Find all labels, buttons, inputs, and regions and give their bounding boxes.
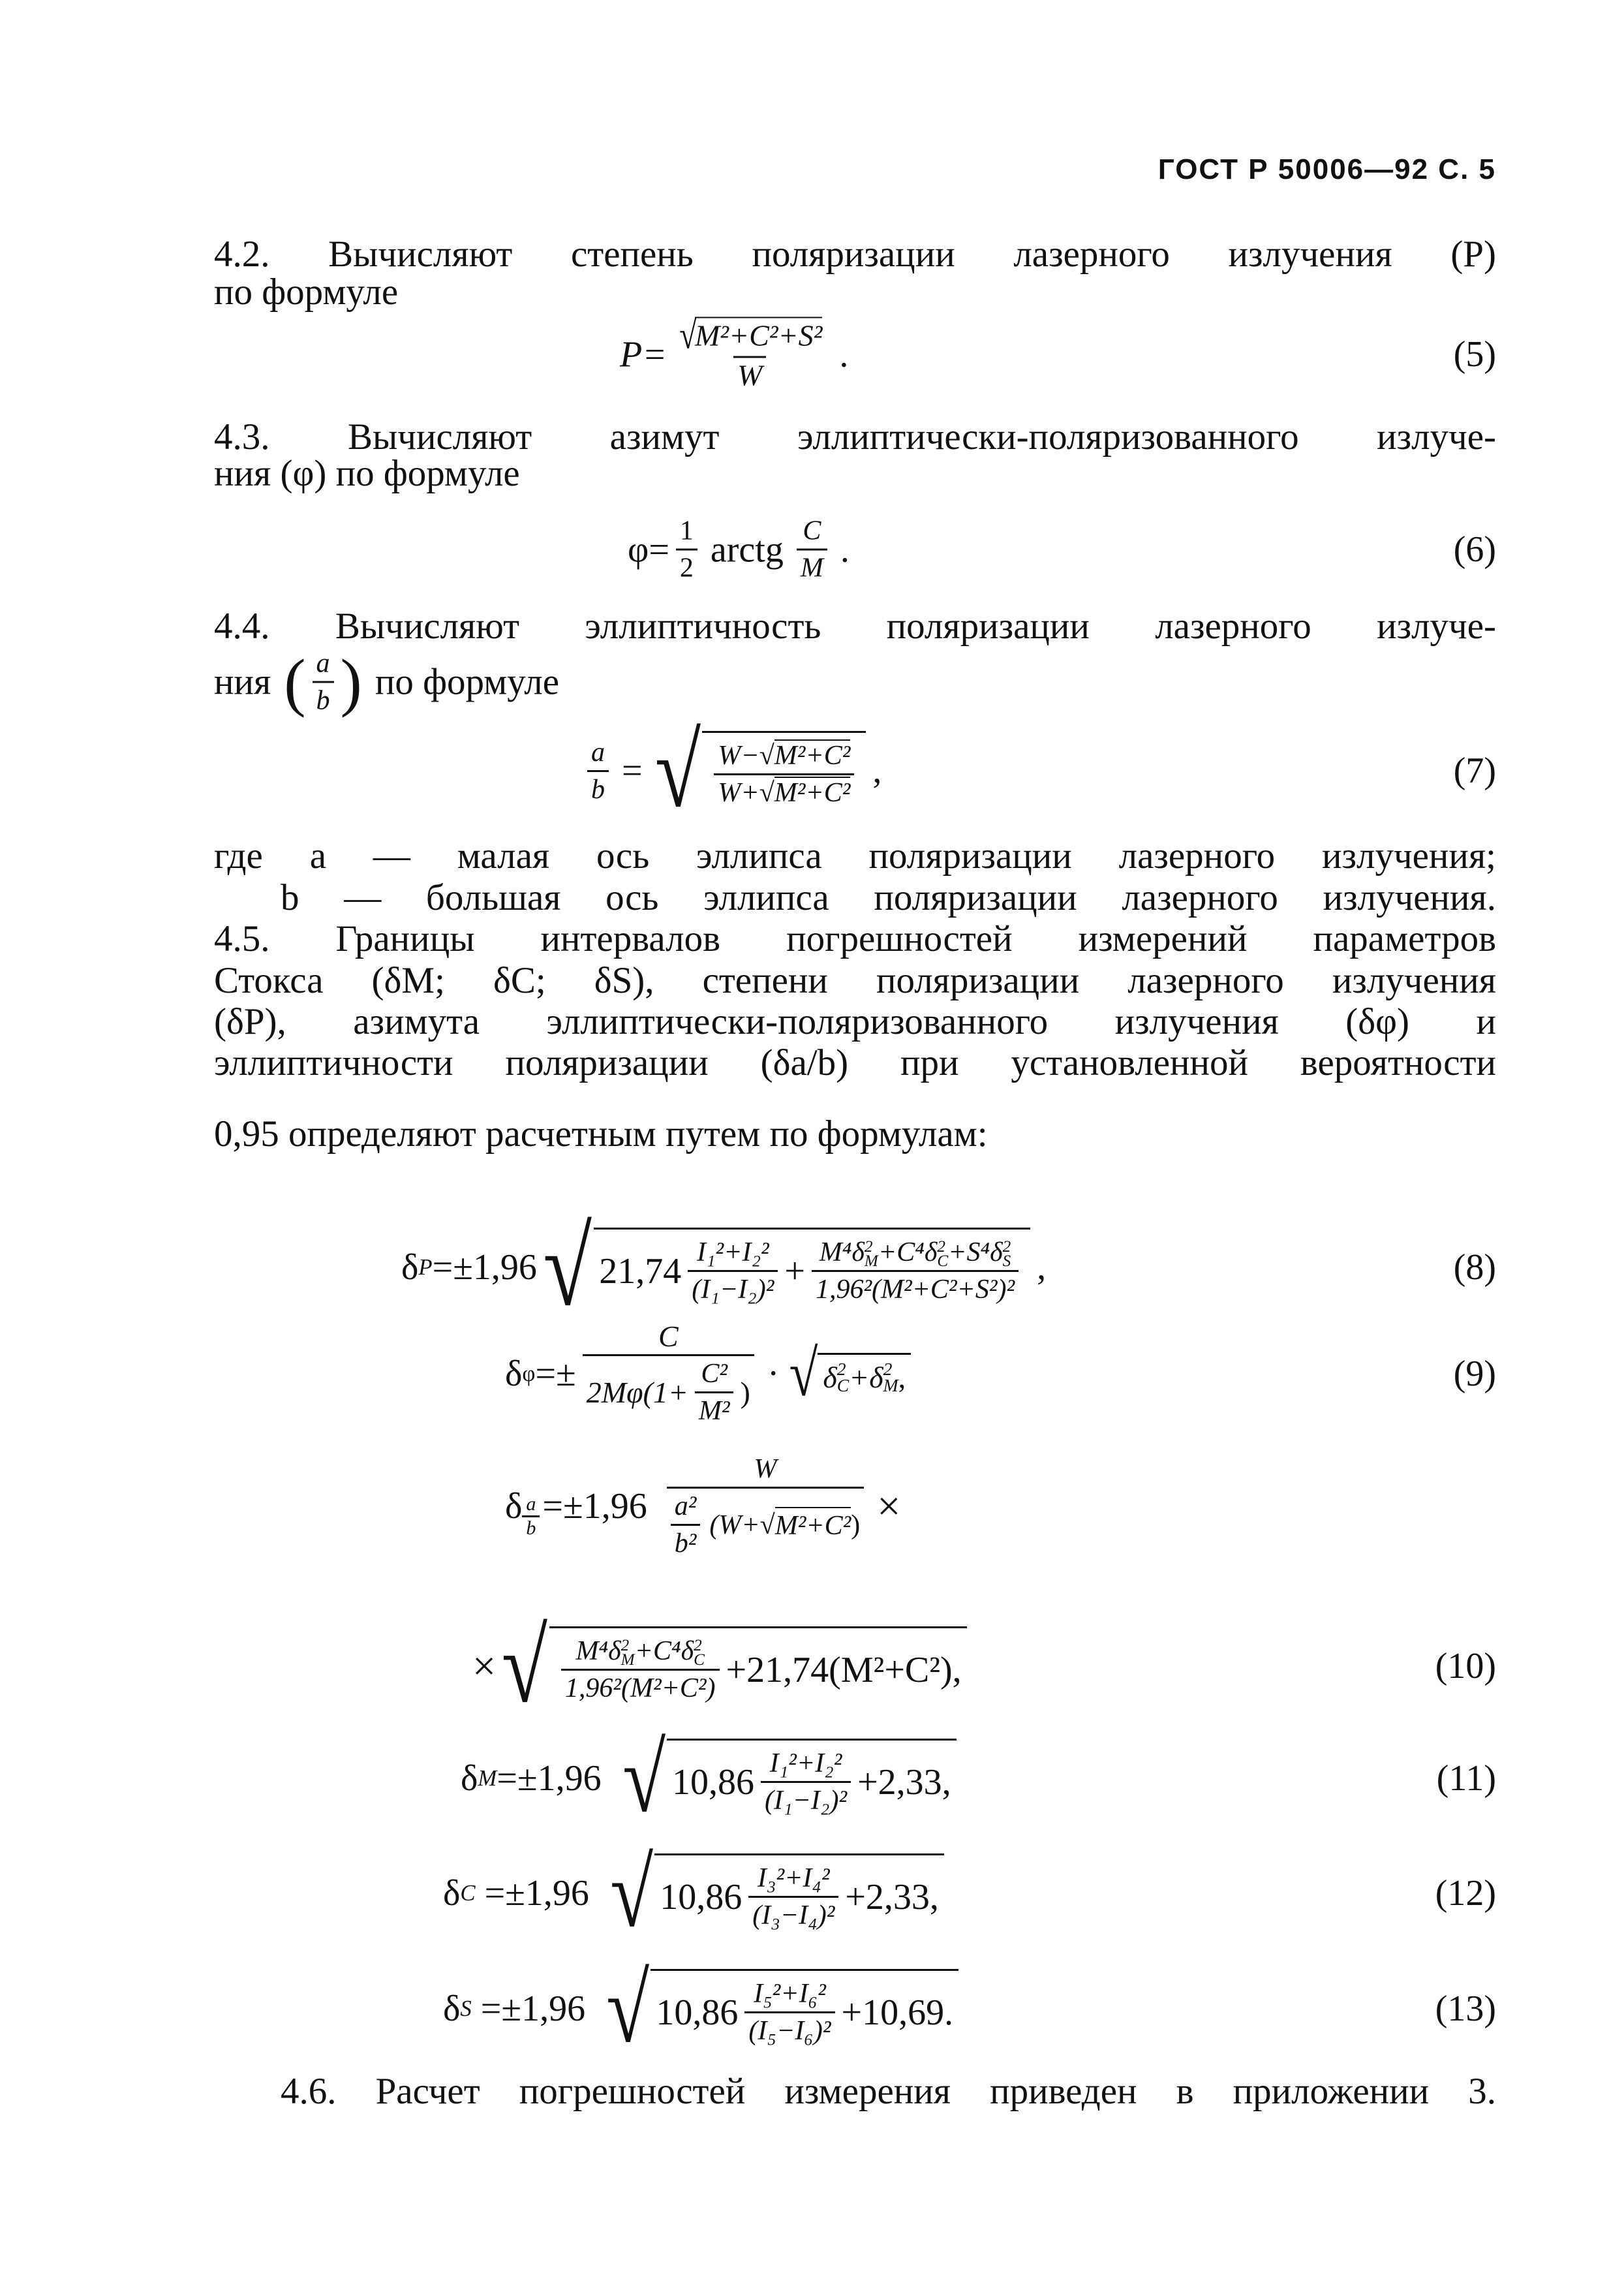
equation-number-12: (12) xyxy=(1435,1873,1496,1913)
numerator: I₁²+I₂² xyxy=(769,1748,842,1778)
square-root: √ $\frac{\text{W−√M²+C²}}{\text{W+√M²+C²}}$ xyxy=(649,719,866,823)
punct: , xyxy=(872,751,882,791)
punct: . xyxy=(840,529,850,570)
denominator-part: W+ xyxy=(718,778,759,808)
sup: 2 xyxy=(1002,1237,1011,1256)
para-4-2-line2: по формуле xyxy=(214,271,399,313)
rest-term: +2,33, xyxy=(857,1761,951,1803)
denominator: (I₃−I₄)² xyxy=(748,1896,838,1933)
paren: ) xyxy=(740,1375,750,1409)
para-4-6: 4.6. Расчет погрешностей измерения приведен в приложении 3. xyxy=(281,2071,1496,2112)
fraction xyxy=(671,1489,701,1561)
numerator: 1 xyxy=(679,516,694,546)
sup: 2 xyxy=(937,1237,945,1256)
numerator: M²+C²+S² xyxy=(695,317,822,354)
where-line1: где a — малая ось эллипса поляризации лазерного излучения; xyxy=(214,835,1496,876)
fraction xyxy=(695,1356,734,1429)
subscript: φ xyxy=(522,1361,536,1386)
dot: · xyxy=(767,1354,780,1394)
fraction xyxy=(583,1319,754,1429)
denominator: (I₅−I₆)² xyxy=(744,2011,835,2049)
sub: M xyxy=(883,1374,898,1395)
subscript: S xyxy=(460,1996,472,2021)
times: × xyxy=(877,1483,901,1529)
fraction: $\frac{\text{W−√M²+C²}}{\text{W+√M²+C²}}$ xyxy=(714,738,854,811)
fraction: W $\frac{\text{a²}}{\text{b²}}$ (W+ √ M²+C² ) xyxy=(667,1451,865,1561)
sub: M xyxy=(864,1252,878,1271)
numerator: a xyxy=(316,648,330,679)
equals-coefficient: =±1,96 xyxy=(542,1486,647,1526)
equals-coefficient: =±1,96 xyxy=(432,1247,537,1288)
equation-number-5: (5) xyxy=(1453,334,1496,375)
equals-coefficient: =±1,96 xyxy=(484,1873,589,1913)
numerator: a xyxy=(526,1493,536,1515)
numerator: I₅²+I₆² xyxy=(754,1979,826,2009)
term: +S⁴δ xyxy=(948,1237,1003,1267)
text: ния xyxy=(214,661,271,702)
numerator: a² xyxy=(674,1491,697,1521)
term: δ xyxy=(823,1361,837,1394)
denominator: 1,96²(M²+C²) xyxy=(561,1669,720,1706)
term: M⁴δ xyxy=(819,1237,865,1267)
para-4-5-line2: Стокса (δM; δC; δS), степени поляризации лазерного излучения xyxy=(214,960,1496,1001)
equals: =± xyxy=(535,1354,576,1394)
square-root: √ M⁴δ 2 M +C⁴δ 2 C 1,96²(M²+C²) +21,74(M²+C²), xyxy=(496,1614,967,1718)
denominator: 2 xyxy=(676,549,697,586)
sup: 2 xyxy=(864,1237,873,1256)
delta: δ xyxy=(505,1354,523,1394)
square-root: √ 10,86 $\frac{\text{I₃²+I₄²}}{\text{(I₃−I₄)²}}$ +2,33, xyxy=(605,1844,944,1942)
plus: + xyxy=(784,1250,805,1292)
fraction xyxy=(587,735,609,807)
formula-lhs: P= xyxy=(620,334,667,375)
denominator: 1,96²(M²+C²+S²)² xyxy=(812,1270,1019,1307)
subscript: C xyxy=(460,1880,476,1906)
page-header: ГОСТ Р 50006—92 С. 5 xyxy=(1157,153,1496,185)
term: +C⁴δ xyxy=(878,1237,938,1267)
formula-10-line1 xyxy=(505,1451,907,1561)
fraction xyxy=(797,514,827,586)
denominator-part: (W+ xyxy=(709,1510,760,1540)
numerator: C xyxy=(658,1320,679,1353)
formula-11 xyxy=(461,1724,957,1833)
numerator: I₃²+I₄² xyxy=(757,1863,830,1893)
numerator: C² xyxy=(701,1359,728,1389)
coefficient: 10,86 xyxy=(656,1992,739,2033)
denominator: b² xyxy=(671,1524,701,1561)
formula-9 xyxy=(505,1319,911,1429)
equation-number-13: (13) xyxy=(1435,1989,1496,2029)
formula-6 xyxy=(628,514,856,586)
denominator: (I₁−I₂)² xyxy=(761,1781,851,1818)
square-root: √ 10,86 $\frac{\text{I₅²+I₆²}}{\text{(I₅−I₆)²}}$ +10,69. xyxy=(601,1960,958,2058)
text: по формуле xyxy=(375,661,559,702)
square-root: √ 21,74 $\frac{\text{I₁²+I₂²}}{\text{(I₁−I₂)²}}$ + M⁴δ 2 M +C⁴δ 2 C +S⁴δ 2 S 1,96²(M²+C²+S²)² xyxy=(537,1212,1030,1323)
delta: δ xyxy=(401,1247,419,1288)
para-4-5-line4: эллиптичности поляризации (δa/b) при установленной вероятности xyxy=(214,1042,1496,1083)
coefficient: 10,86 xyxy=(660,1876,743,1917)
fraction xyxy=(761,1746,851,1818)
paren: ) xyxy=(851,1510,861,1540)
equation-number-10: (10) xyxy=(1435,1646,1496,1686)
formula-13 xyxy=(443,1955,958,2063)
formula-8 xyxy=(401,1206,1052,1329)
sub: C xyxy=(836,1374,850,1395)
where-line2: b — большая ось эллипса поляризации лазерного излучения. xyxy=(281,877,1496,918)
numerator: W xyxy=(754,1454,777,1484)
subscript: P xyxy=(418,1254,433,1280)
delta: δ xyxy=(443,1873,461,1913)
square-root: √ δ 2 C +δ 2 M , xyxy=(786,1341,911,1406)
para-4-3-line1: 4.3. Вычисляют азимут эллиптически-поляризованного излуче- xyxy=(214,416,1496,457)
formula-7 xyxy=(581,713,888,829)
sup: 2 xyxy=(694,1636,702,1654)
sup: 2 xyxy=(883,1358,893,1379)
fraction xyxy=(812,1235,1019,1307)
subscript-fraction xyxy=(522,1493,540,1540)
sub: C xyxy=(937,1252,949,1271)
equals-coefficient: =±1,96 xyxy=(480,1989,586,2029)
equation-number-9: (9) xyxy=(1453,1354,1496,1394)
numerator-part: M²+C² xyxy=(774,741,851,771)
subscript: M xyxy=(478,1765,497,1791)
equals-coefficient: =±1,96 xyxy=(497,1758,602,1799)
fraction xyxy=(688,1235,778,1307)
equation-number-6: (6) xyxy=(1453,529,1496,570)
sub: M xyxy=(620,1651,635,1669)
denominator: b xyxy=(587,770,609,807)
rest-term: +10,69. xyxy=(841,1992,954,2033)
para-4-4-line2: ния ( $\frac{a}{b}$ ) по формуле xyxy=(214,645,559,718)
term: +δ xyxy=(849,1361,883,1394)
para-4-5-line5: 0,95 определяют расчетным путем по формулам: xyxy=(214,1113,988,1154)
sup: 2 xyxy=(836,1358,846,1379)
rest-term: +2,33, xyxy=(845,1876,939,1917)
denominator: M xyxy=(797,549,827,586)
sub: S xyxy=(1002,1252,1011,1271)
denominator: b xyxy=(313,681,334,719)
fraction xyxy=(561,1634,720,1706)
rest-term: +21,74(M²+C²), xyxy=(726,1649,962,1690)
denominator-part: M²+C² xyxy=(775,1507,851,1543)
numerator: C xyxy=(803,516,821,546)
para-4-3-line2: ния (φ) по формуле xyxy=(214,453,520,494)
equals: = xyxy=(622,751,643,791)
function-name: arctg xyxy=(710,529,784,570)
equation-number-8: (8) xyxy=(1453,1247,1496,1288)
denominator: b xyxy=(522,1515,540,1540)
denominator: (I₁−I₂)² xyxy=(688,1270,778,1307)
denominator: M² xyxy=(695,1391,734,1429)
term: +C⁴δ xyxy=(634,1636,694,1666)
fraction xyxy=(313,646,334,719)
sub: C xyxy=(694,1651,705,1669)
square-root: √ 10,86 $\frac{\text{I₁²+I₂²}}{\text{(I₁−I₂)²}}$ +2,33, xyxy=(617,1729,957,1827)
para-4-5-line3: (δP), азимута эллиптически-поляризованного излучения (δφ) и xyxy=(214,1001,1496,1042)
fraction: √ M²+C²+S² W xyxy=(679,313,823,392)
times: × xyxy=(472,1643,497,1689)
numerator: a xyxy=(591,737,605,767)
delta: δ xyxy=(443,1989,461,2029)
denominator-part: M²+C² xyxy=(774,778,851,808)
delta: δ xyxy=(505,1486,523,1526)
punct: , xyxy=(898,1361,906,1394)
denominator: W xyxy=(733,356,766,394)
coefficient: 10,86 xyxy=(671,1761,754,1803)
punct: . xyxy=(839,334,849,375)
coefficient: 21,74 xyxy=(599,1250,682,1292)
sup: 2 xyxy=(620,1636,630,1654)
punct: , xyxy=(1037,1247,1047,1288)
term: M⁴δ xyxy=(575,1636,621,1666)
fraction xyxy=(744,1976,835,2049)
para-4-4-line1: 4.4. Вычисляют эллиптичность поляризации лазерного излуче- xyxy=(214,606,1496,647)
denominator-part: 2Mφ(1+ xyxy=(586,1375,688,1409)
numerator-part: W− xyxy=(718,741,759,771)
formula-lhs: φ= xyxy=(628,529,669,570)
equation-number-11: (11) xyxy=(1436,1758,1496,1799)
formula-5 xyxy=(620,313,855,394)
numerator: I₁²+I₂² xyxy=(696,1237,769,1267)
delta: δ xyxy=(461,1758,478,1799)
formula-12 xyxy=(443,1839,944,1947)
fraction xyxy=(748,1861,838,1933)
para-4-2-line1: 4.2. Вычисляют степень поляризации лазерного излучения (P) xyxy=(214,234,1496,275)
formula-10-line2 xyxy=(472,1608,967,1724)
fraction xyxy=(676,514,697,586)
equation-number-7: (7) xyxy=(1453,751,1496,791)
para-4-5-line1: 4.5. Границы интервалов погрешностей измерений параметров xyxy=(214,918,1496,959)
